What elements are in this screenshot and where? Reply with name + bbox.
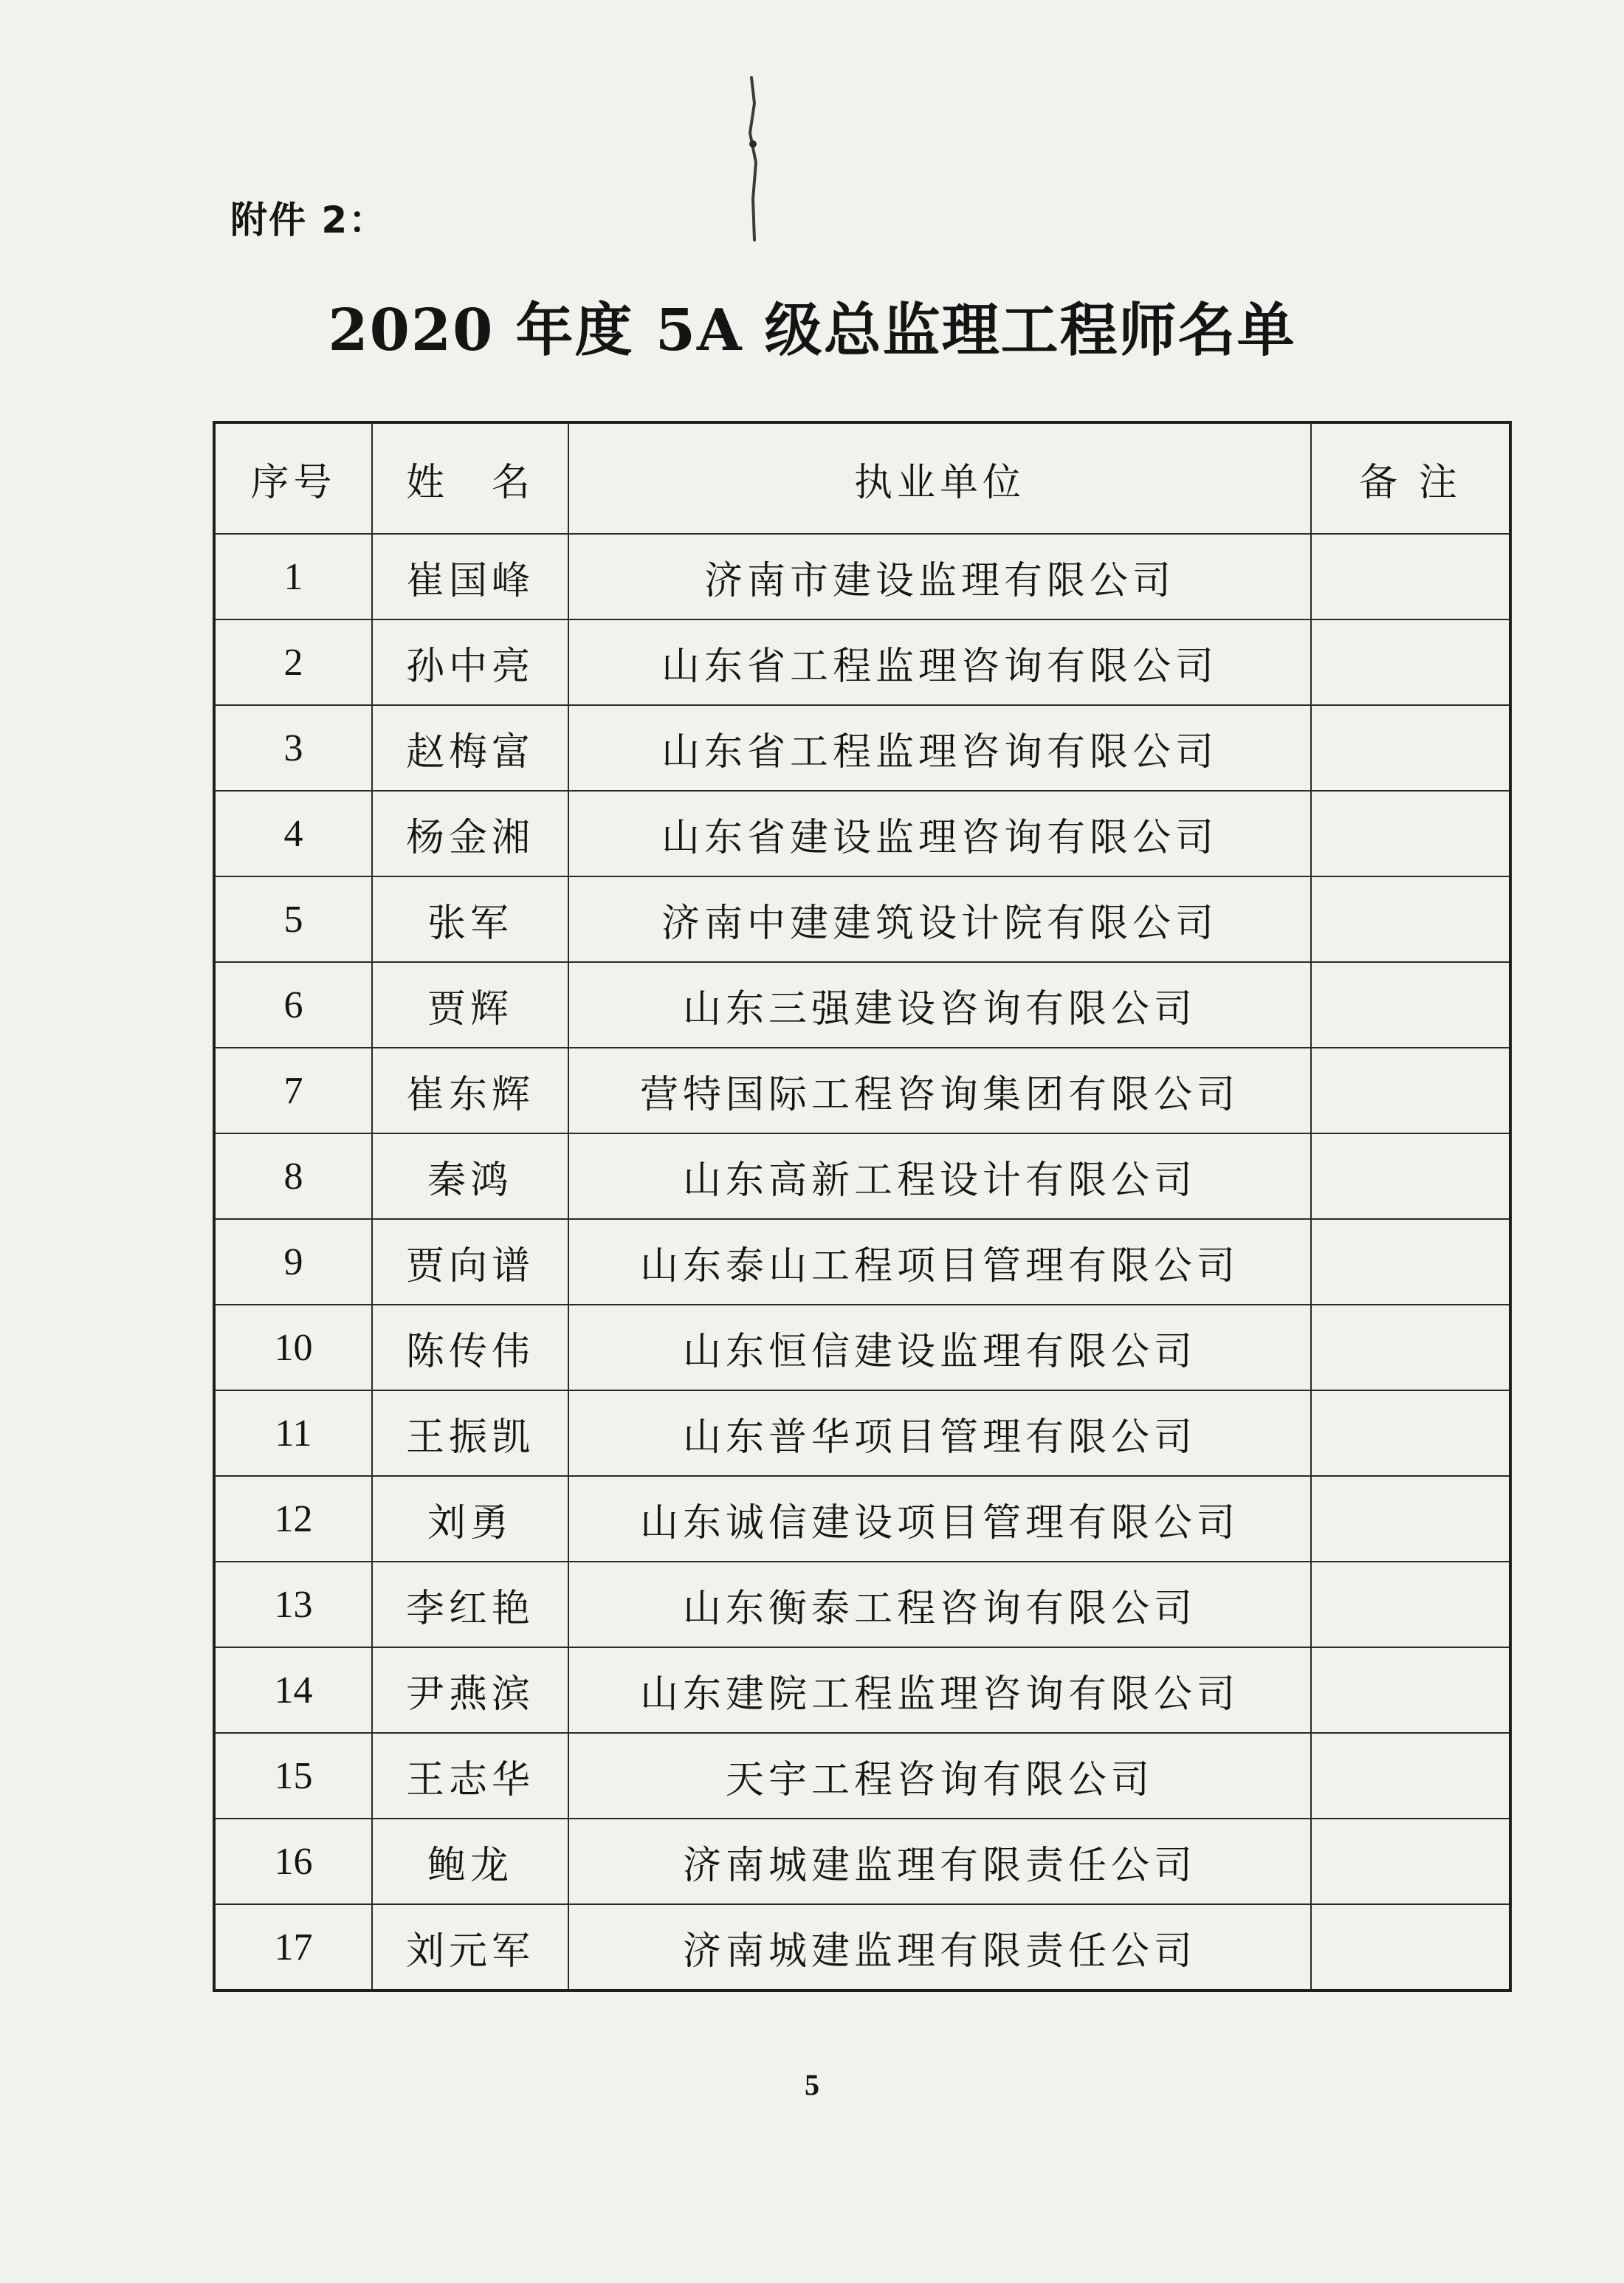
cell-number: 14 bbox=[214, 1647, 372, 1733]
cell-note bbox=[1311, 1733, 1510, 1819]
cell-note bbox=[1311, 1048, 1510, 1133]
page-number: 5 bbox=[805, 2068, 819, 2101]
cell-number: 7 bbox=[214, 1048, 372, 1133]
cell-unit: 山东省建设监理咨询有限公司 bbox=[568, 791, 1311, 876]
cell-note bbox=[1311, 534, 1510, 619]
attachment-label: 附件 2： bbox=[230, 199, 388, 241]
cell-unit: 山东高新工程设计有限公司 bbox=[568, 1133, 1311, 1219]
cell-name: 贾向谱 bbox=[372, 1219, 568, 1305]
table-header-row bbox=[214, 422, 1510, 534]
cell-note bbox=[1311, 1647, 1510, 1733]
table-row bbox=[214, 1819, 1510, 1904]
cell-note bbox=[1311, 962, 1510, 1048]
table-row bbox=[214, 1647, 1510, 1733]
cell-number: 10 bbox=[214, 1305, 372, 1390]
cell-note bbox=[1311, 1476, 1510, 1562]
table-row bbox=[214, 1305, 1510, 1390]
cell-note bbox=[1311, 705, 1510, 791]
table-row bbox=[214, 1133, 1510, 1219]
cell-number: 8 bbox=[214, 1133, 372, 1219]
cell-name: 张军 bbox=[372, 876, 568, 962]
cell-note bbox=[1311, 1219, 1510, 1305]
column-header-number: 序号 bbox=[214, 422, 372, 534]
table-row bbox=[214, 876, 1510, 962]
cell-unit: 营特国际工程咨询集团有限公司 bbox=[568, 1048, 1311, 1133]
cell-unit: 山东恒信建设监理有限公司 bbox=[568, 1305, 1311, 1390]
cell-name: 杨金湘 bbox=[372, 791, 568, 876]
cell-name: 贾辉 bbox=[372, 962, 568, 1048]
cell-unit: 济南城建监理有限责任公司 bbox=[568, 1904, 1311, 1991]
cell-name: 王志华 bbox=[372, 1733, 568, 1819]
table-row bbox=[214, 962, 1510, 1048]
cell-unit: 山东三强建设咨询有限公司 bbox=[568, 962, 1311, 1048]
cell-name: 孙中亮 bbox=[372, 619, 568, 705]
cell-unit: 山东诚信建设项目管理有限公司 bbox=[568, 1476, 1311, 1562]
cell-name: 鲍龙 bbox=[372, 1819, 568, 1904]
table-row bbox=[214, 619, 1510, 705]
cell-number: 1 bbox=[214, 534, 372, 619]
table-row bbox=[214, 1562, 1510, 1647]
cell-unit: 山东衡泰工程咨询有限公司 bbox=[568, 1562, 1311, 1647]
cell-note bbox=[1311, 1562, 1510, 1647]
table-row bbox=[214, 791, 1510, 876]
table-row bbox=[214, 1733, 1510, 1819]
scan-speck-mark bbox=[738, 74, 768, 244]
table-row bbox=[214, 534, 1510, 619]
column-header-note: 备 注 bbox=[1311, 422, 1510, 534]
cell-note bbox=[1311, 791, 1510, 876]
cell-note bbox=[1311, 1904, 1510, 1991]
cell-number: 2 bbox=[214, 619, 372, 705]
cell-number: 12 bbox=[214, 1476, 372, 1562]
cell-number: 11 bbox=[214, 1390, 372, 1476]
cell-note bbox=[1311, 1819, 1510, 1904]
cell-unit: 山东省工程监理咨询有限公司 bbox=[568, 705, 1311, 791]
cell-note bbox=[1311, 1390, 1510, 1476]
cell-note bbox=[1311, 1305, 1510, 1390]
cell-name: 陈传伟 bbox=[372, 1305, 568, 1390]
table-row bbox=[214, 1390, 1510, 1476]
cell-number: 4 bbox=[214, 791, 372, 876]
cell-name: 秦鸿 bbox=[372, 1133, 568, 1219]
cell-note bbox=[1311, 1133, 1510, 1219]
table-row bbox=[214, 1476, 1510, 1562]
cell-number: 13 bbox=[214, 1562, 372, 1647]
cell-unit: 山东泰山工程项目管理有限公司 bbox=[568, 1219, 1311, 1305]
table-row bbox=[214, 705, 1510, 791]
cell-number: 6 bbox=[214, 962, 372, 1048]
cell-number: 3 bbox=[214, 705, 372, 791]
table-row bbox=[214, 1048, 1510, 1133]
cell-name: 崔国峰 bbox=[372, 534, 568, 619]
cell-name: 刘元军 bbox=[372, 1904, 568, 1991]
cell-number: 9 bbox=[214, 1219, 372, 1305]
cell-name: 赵梅富 bbox=[372, 705, 568, 791]
page-title: 2020 年度 5A 级总监理工程师名单 bbox=[328, 297, 1296, 364]
cell-note bbox=[1311, 876, 1510, 962]
cell-unit: 济南城建监理有限责任公司 bbox=[568, 1819, 1311, 1904]
column-header-unit: 执业单位 bbox=[568, 422, 1311, 534]
cell-number: 16 bbox=[214, 1819, 372, 1904]
column-header-name: 姓 名 bbox=[372, 422, 568, 534]
engineer-list-table bbox=[213, 421, 1512, 1992]
cell-name: 刘勇 bbox=[372, 1476, 568, 1562]
cell-unit: 山东普华项目管理有限公司 bbox=[568, 1390, 1311, 1476]
cell-name: 崔东辉 bbox=[372, 1048, 568, 1133]
table-row bbox=[214, 1904, 1510, 1991]
cell-name: 李红艳 bbox=[372, 1562, 568, 1647]
cell-number: 17 bbox=[214, 1904, 372, 1991]
cell-number: 5 bbox=[214, 876, 372, 962]
cell-number: 15 bbox=[214, 1733, 372, 1819]
cell-note bbox=[1311, 619, 1510, 705]
cell-unit: 天宇工程咨询有限公司 bbox=[568, 1733, 1311, 1819]
cell-unit: 山东省工程监理咨询有限公司 bbox=[568, 619, 1311, 705]
cell-unit: 济南中建建筑设计院有限公司 bbox=[568, 876, 1311, 962]
cell-unit: 山东建院工程监理咨询有限公司 bbox=[568, 1647, 1311, 1733]
cell-name: 尹燕滨 bbox=[372, 1647, 568, 1733]
cell-name: 王振凯 bbox=[372, 1390, 568, 1476]
table-row bbox=[214, 1219, 1510, 1305]
cell-unit: 济南市建设监理有限公司 bbox=[568, 534, 1311, 619]
